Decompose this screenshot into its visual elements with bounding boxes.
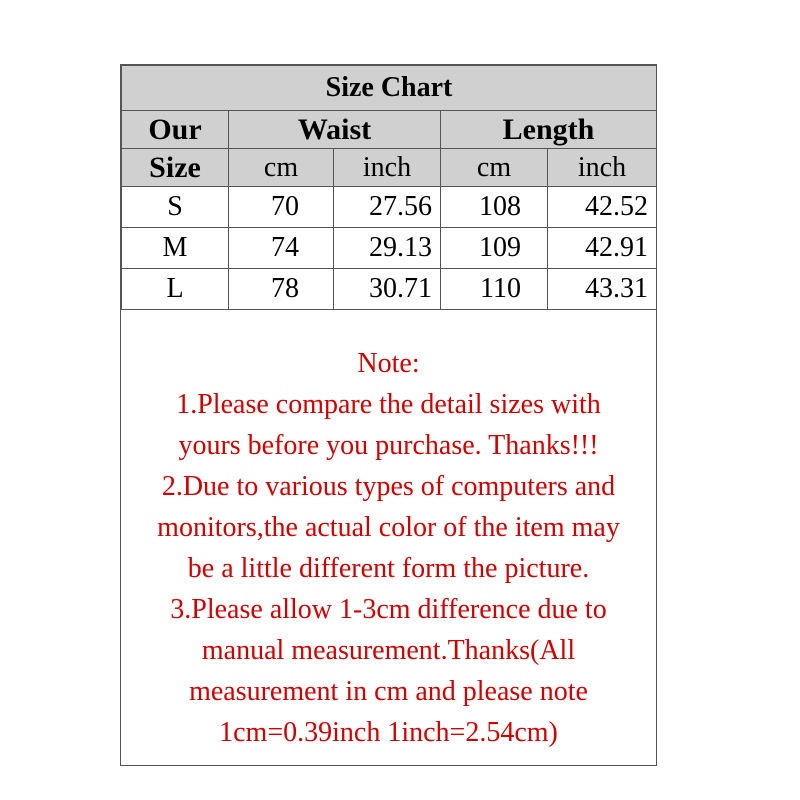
waist-inch-cell: 27.56: [334, 187, 441, 228]
waist-inch-cell: 29.13: [334, 228, 441, 269]
title-row: [122, 66, 657, 111]
note-line: 3.Please allow 1-3cm difference due to: [170, 594, 607, 625]
size-cell: M: [122, 228, 229, 269]
note-line: monitors,the actual color of the item may: [157, 512, 620, 543]
note-line: 1cm=0.39inch 1inch=2.54cm): [219, 717, 558, 748]
size-cell: L: [122, 269, 229, 310]
length-inch-unit: inch: [548, 149, 657, 187]
note-line: manual measurement.Thanks(All: [201, 635, 576, 666]
note-line: 1.Please compare the detail sizes with: [176, 389, 601, 420]
size-chart-sheet: [120, 64, 657, 766]
length-inch-cell: 43.31: [548, 269, 657, 310]
waist-cm-unit: cm: [229, 149, 334, 187]
size-cell: S: [122, 187, 229, 228]
length-cm-cell: 109: [441, 228, 548, 269]
length-cm-cell: 110: [441, 269, 548, 310]
note-line: 2.Due to various types of computers and: [161, 471, 616, 502]
unit-row: [122, 149, 657, 187]
length-cm-unit: cm: [441, 149, 548, 187]
our-size-label-line2: Size: [122, 149, 229, 187]
note-heading: Note:: [357, 348, 420, 379]
note-line: yours before you purchase. Thanks!!!: [178, 430, 599, 461]
note-block: [121, 343, 656, 753]
chart-title: Size Chart: [122, 66, 657, 111]
table-row: [122, 228, 657, 269]
note-line: be a little different form the picture.: [187, 553, 590, 584]
waist-cm-cell: 70: [229, 187, 334, 228]
header-row: [122, 111, 657, 149]
waist-header: Waist: [229, 111, 441, 149]
table-row: [122, 187, 657, 228]
waist-cm-cell: 74: [229, 228, 334, 269]
waist-cm-cell: 78: [229, 269, 334, 310]
waist-inch-cell: 30.71: [334, 269, 441, 310]
length-cm-cell: 108: [441, 187, 548, 228]
length-header: Length: [441, 111, 657, 149]
length-inch-cell: 42.52: [548, 187, 657, 228]
table-row: [122, 269, 657, 310]
waist-inch-unit: inch: [334, 149, 441, 187]
size-chart-table: [121, 65, 657, 310]
our-size-label-line1: Our: [122, 111, 229, 149]
note-line: measurement in cm and please note: [189, 676, 588, 707]
length-inch-cell: 42.91: [548, 228, 657, 269]
